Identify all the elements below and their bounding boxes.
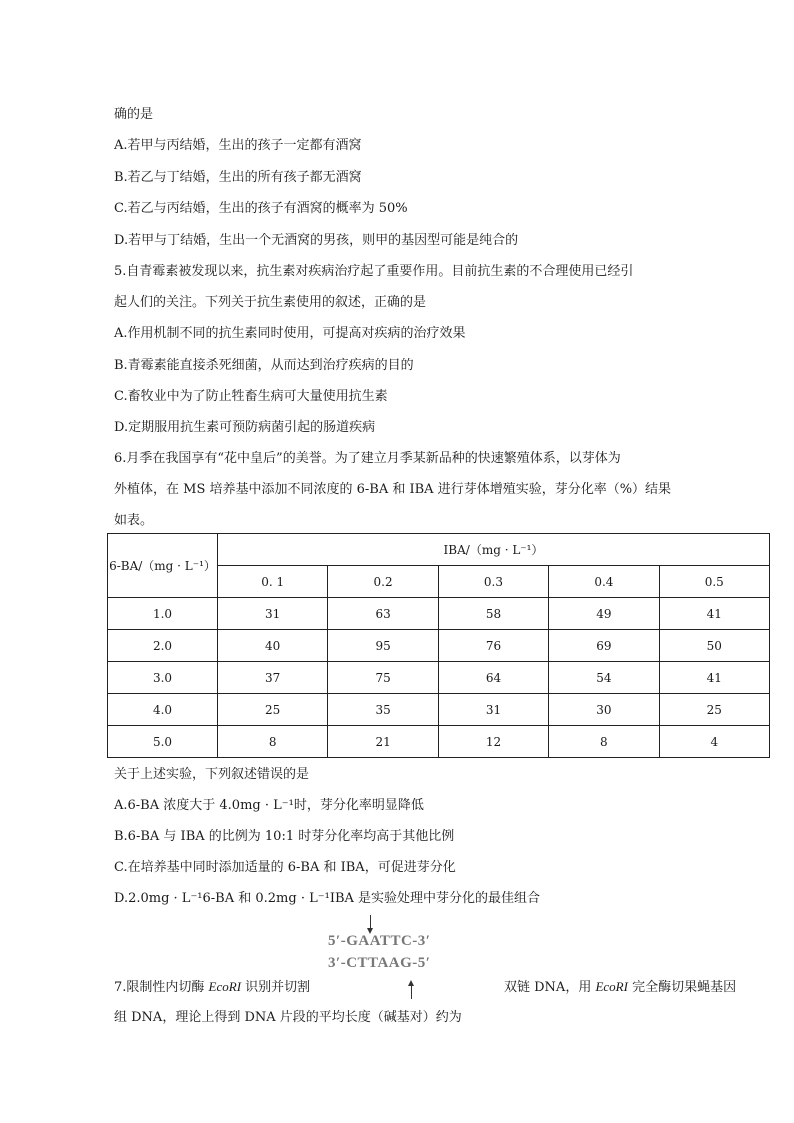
iba-level: 0.5	[659, 566, 769, 598]
table-cell: 75	[328, 662, 438, 694]
table-cell: 8	[549, 726, 659, 758]
table-cell: 31	[438, 694, 548, 726]
q7-text: 识别并切割	[241, 980, 311, 995]
option-d: D.2.0mg · L⁻¹6-BA 和 0.2mg · L⁻¹IBA 是实验处理中芽分化的最佳组合	[114, 891, 541, 906]
question-7-line2: 组 DNA，理论上得到 DNA 片段的平均长度（碱基对）约为	[114, 1010, 462, 1025]
table-cell: 95	[328, 630, 438, 662]
table-row	[108, 662, 770, 694]
ba-level: 5.0	[108, 726, 218, 758]
table-cell: 41	[659, 598, 769, 630]
q7-text: 7.限制性内切酶	[114, 980, 209, 995]
table-cell: 25	[218, 694, 328, 726]
question-7	[114, 978, 310, 997]
option-a: A.若甲与丙结婚，生出的孩子一定都有酒窝	[114, 138, 362, 153]
ba-level: 3.0	[108, 662, 218, 694]
table-row	[108, 726, 770, 758]
table-cell: 49	[549, 598, 659, 630]
table-cell: 41	[659, 662, 769, 694]
cut-arrow-top	[370, 915, 371, 929]
question-6-cont: 外植体，在 MS 培养基中添加不同浓度的 6-BA 和 IBA 进行芽体增殖实验，芽分化率（%）结果	[114, 482, 672, 497]
table-cell: 40	[218, 630, 328, 662]
iba-level: 0.4	[549, 566, 659, 598]
sequence-bottom-strand: 3′-CTTAAG-5′	[328, 955, 431, 971]
iba-level: 0.2	[328, 566, 438, 598]
ecori-recognition-sequence	[328, 915, 478, 1010]
option-b: B.青霉素能直接杀死细菌，从而达到治疗疾病的目的	[114, 358, 414, 373]
option-b: B.若乙与丁结婚，生出的所有孩子都无酒窝	[114, 170, 362, 185]
table-cell: 69	[549, 630, 659, 662]
table-cell: 12	[438, 726, 548, 758]
enzyme-name: EcoRI	[208, 979, 242, 994]
table-row	[108, 694, 770, 726]
question-6-cont: 如表。	[114, 513, 154, 528]
bud-differentiation-table	[107, 533, 770, 758]
option-a: A.6-BA 浓度大于 4.0mg · L⁻¹时，芽分化率明显降低	[114, 798, 424, 813]
question-7-cont	[504, 978, 736, 997]
q7-text: 完全酶切果蝇基因	[627, 980, 737, 995]
iba-level: 0. 1	[218, 566, 328, 598]
option-d: D.若甲与丁结婚，生出一个无酒窝的男孩，则甲的基因型可能是纯合的	[114, 233, 519, 248]
table-cell: 63	[328, 598, 438, 630]
q7-text: 双链 DNA，用	[504, 980, 596, 995]
option-c: C.若乙与丙结婚，生出的孩子有酒窝的概率为 50%	[114, 201, 408, 216]
question-5: 5.自青霉素被发现以来，抗生素对疾病治疗起了重要作用。目前抗生素的不合理使用已经引	[114, 264, 634, 279]
table-cell: 54	[549, 662, 659, 694]
question-5-cont: 起人们的关注。下列关于抗生素使用的叙述，正确的是	[114, 295, 427, 310]
table-cell: 8	[218, 726, 328, 758]
table-cell: 30	[549, 694, 659, 726]
table-cell: 64	[438, 662, 548, 694]
question-6: 6.月季在我国享有“花中皇后”的美誉。为了建立月季某新品种的快速繁殖体系，以芽体为	[114, 451, 621, 466]
col-header-iba: IBA/（mg · L⁻¹）	[218, 534, 770, 566]
table-cell: 21	[328, 726, 438, 758]
enzyme-name: EcoRI	[595, 979, 628, 994]
option-c: C.在培养基中同时添加适量的 6-BA 和 IBA，可促进芽分化	[114, 860, 456, 875]
option-c: C.畜牧业中为了防止牲畜生病可大量使用抗生素	[114, 389, 388, 404]
table-cell: 31	[218, 598, 328, 630]
table-cell: 58	[438, 598, 548, 630]
table-row	[108, 630, 770, 662]
ba-level: 1.0	[108, 598, 218, 630]
table-cell: 4	[659, 726, 769, 758]
table-cell: 25	[659, 694, 769, 726]
option-d: D.定期服用抗生素可预防病菌引起的肠道疾病	[114, 420, 376, 435]
table-cell: 37	[218, 662, 328, 694]
option-a: A.作用机制不同的抗生素同时使用，可提高对疾病的治疗效果	[114, 326, 466, 341]
ba-level: 2.0	[108, 630, 218, 662]
table-cell: 50	[659, 630, 769, 662]
option-b: B.6-BA 与 IBA 的比例为 10:1 时芽分化率均高于其他比例	[114, 829, 455, 844]
cut-arrow-bottom	[411, 985, 412, 999]
table-row	[108, 598, 770, 630]
table-cell: 35	[328, 694, 438, 726]
ba-level: 4.0	[108, 694, 218, 726]
sequence-top-strand: 5′-GAATTC-3′	[328, 933, 431, 949]
text-line: 确的是	[114, 107, 154, 122]
row-header-6ba: 6-BA/（mg · L⁻¹）	[108, 534, 218, 598]
question-6-stem: 关于上述实验，下列叙述错误的是	[114, 767, 310, 782]
table-cell: 76	[438, 630, 548, 662]
iba-level: 0.3	[438, 566, 548, 598]
